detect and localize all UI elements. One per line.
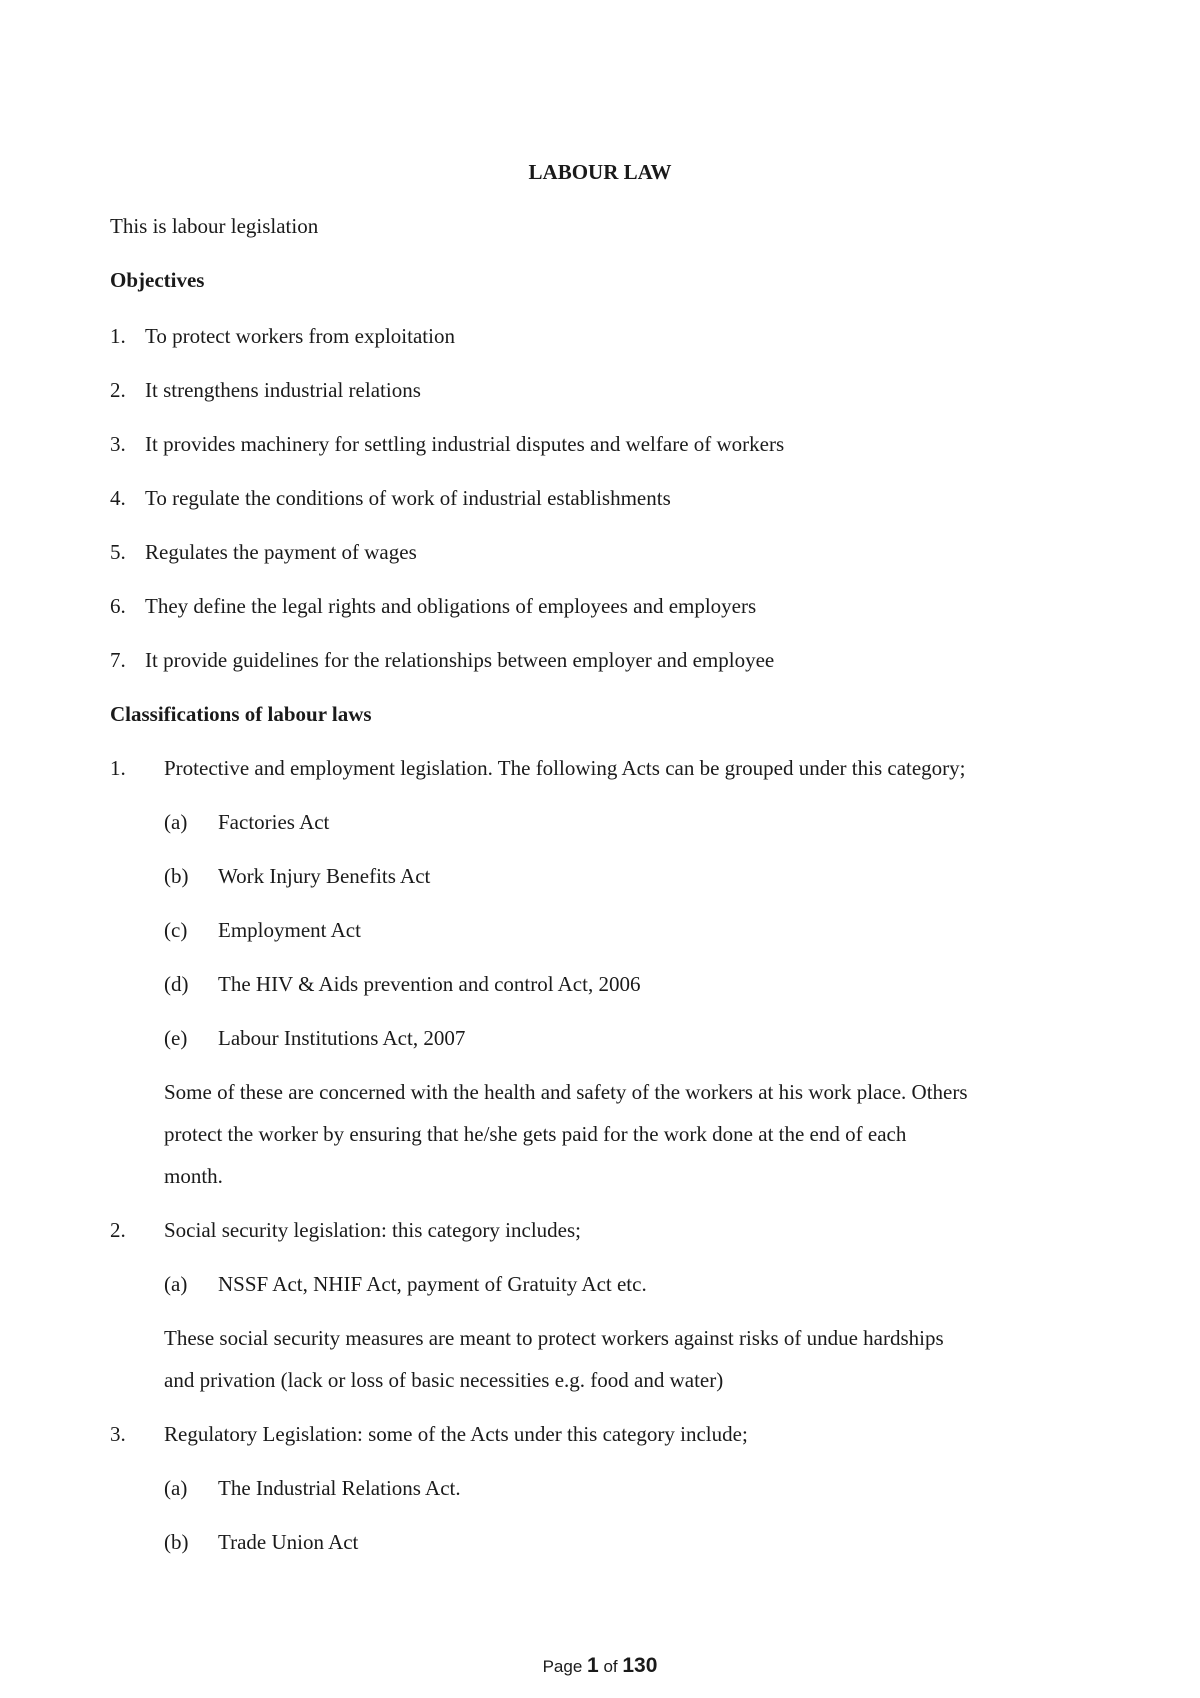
subitem-text: The HIV & Aids prevention and control Act, 2006 [218, 972, 641, 996]
list-item-text: Regulates the payment of wages [145, 540, 417, 564]
section-number: 2. [110, 1218, 126, 1242]
paragraph-line: These social security measures are meant to protect workers against risks of undue hardships [164, 1326, 944, 1350]
paragraph-line: Some of these are concerned with the health and safety of the workers at his work place. Others [164, 1080, 968, 1104]
classifications-heading: Classifications of labour laws [110, 702, 372, 726]
list-item-text: To protect workers from exploitation [145, 324, 455, 348]
list-number: 5. [110, 540, 126, 564]
list-number: 2. [110, 378, 126, 402]
subitem-label: (a) [164, 810, 188, 834]
subitem-text: NSSF Act, NHIF Act, payment of Gratuity Act etc. [218, 1272, 647, 1296]
subitem-text: Trade Union Act [218, 1530, 359, 1554]
subitem-text: Factories Act [218, 810, 330, 834]
list-number: 1. [110, 324, 126, 348]
objectives-heading: Objectives [110, 268, 205, 292]
subitem-label: (b) [164, 1530, 189, 1554]
list-item-text: It provide guidelines for the relationships between employer and employee [145, 648, 775, 672]
list-number: 3. [110, 432, 126, 456]
subitem-label: (a) [164, 1476, 188, 1500]
paragraph-line: protect the worker by ensuring that he/she gets paid for the work done at the end of each [164, 1122, 907, 1146]
footer-middle: of [598, 1657, 623, 1676]
page-title: LABOUR LAW [528, 160, 672, 184]
section-number: 1. [110, 756, 126, 780]
subitem-text: Work Injury Benefits Act [218, 864, 431, 888]
paragraph-line: and privation (lack or loss of basic necessities e.g. food and water) [164, 1368, 724, 1392]
list-item-text: It strengthens industrial relations [145, 378, 421, 402]
section-text: Protective and employment legislation. The following Acts can be grouped under this category; [164, 756, 966, 780]
section-number: 3. [110, 1422, 126, 1446]
subitem-label: (c) [164, 918, 188, 942]
list-item-text: They define the legal rights and obligations of employees and employers [145, 594, 757, 618]
list-number: 4. [110, 486, 126, 510]
subitem-text: Labour Institutions Act, 2007 [218, 1026, 466, 1050]
subitem-text: The Industrial Relations Act. [218, 1476, 461, 1500]
subitem-label: (a) [164, 1272, 188, 1296]
page-footer [0, 1654, 1200, 1679]
list-item-text: It provides machinery for settling industrial disputes and welfare of workers [145, 432, 785, 456]
footer-current-page: 1 [587, 1654, 599, 1677]
subitem-text: Employment Act [218, 918, 361, 942]
footer-total-pages: 130 [622, 1654, 658, 1677]
list-number: 6. [110, 594, 126, 618]
section-text: Social security legislation: this category includes; [164, 1218, 581, 1242]
intro-text: This is labour legislation [110, 214, 319, 238]
list-item-text: To regulate the conditions of work of industrial establishments [145, 486, 671, 510]
subitem-label: (b) [164, 864, 189, 888]
subitem-label: (e) [164, 1026, 188, 1050]
section-text: Regulatory Legislation: some of the Acts under this category include; [164, 1422, 748, 1446]
footer-prefix: Page [542, 1657, 588, 1676]
list-number: 7. [110, 648, 126, 672]
paragraph-line: month. [164, 1164, 223, 1188]
subitem-label: (d) [164, 972, 189, 996]
